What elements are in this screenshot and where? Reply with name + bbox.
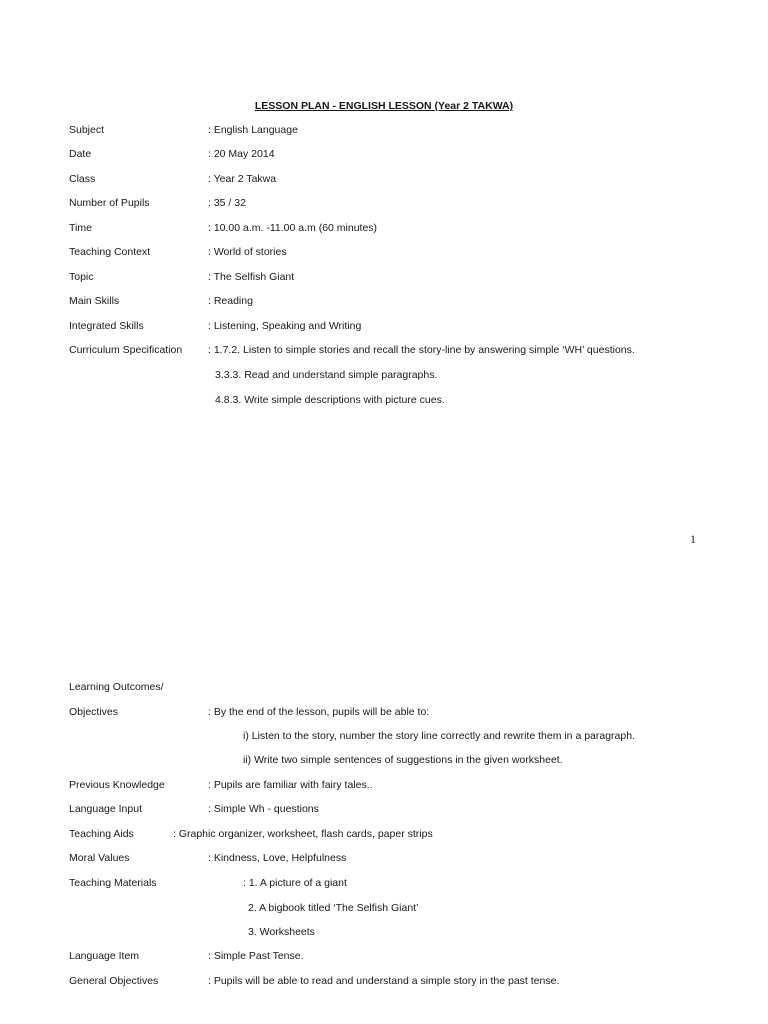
row-value: : The Selfish Giant — [208, 271, 295, 283]
row-label: Main Skills — [69, 295, 120, 307]
curriculum-spec-line: 3.3.3. Read and understand simple paragraphs. — [215, 369, 438, 381]
row-value: : By the end of the lesson, pupils will be able to: — [208, 706, 430, 718]
row-label: Teaching Context — [69, 246, 151, 258]
row-value: : World of stories — [208, 246, 287, 258]
row-value: : 35 / 32 — [208, 197, 246, 209]
row-label: Date — [69, 148, 92, 160]
row-value: : 10.00 a.m. -11.00 a.m (60 minutes) — [208, 222, 378, 234]
curriculum-spec-line: 4.8.3. Write simple descriptions with picture cues. — [215, 394, 445, 406]
row-label: Language Input — [69, 803, 142, 815]
learning-outcomes-heading: Learning Outcomes/ — [69, 681, 164, 693]
row-label: Curriculum Specification — [69, 344, 183, 356]
teaching-material-item: 2. A bigbook titled ‘The Selfish Giant’ — [248, 902, 419, 914]
row-label: Teaching Materials — [69, 877, 157, 889]
row-label: Previous Knowledge — [69, 779, 165, 791]
row-label: General Objectives — [69, 975, 159, 987]
row-value: : 20 May 2014 — [208, 148, 275, 160]
row-label: Time — [69, 222, 92, 234]
row-value: : 1.7.2. Listen to simple stories and recall the story-line by answering simple ‘WH’ questions. — [208, 344, 635, 356]
row-label: Topic — [69, 271, 94, 283]
row-value: : 1. A picture of a giant — [243, 877, 347, 889]
teaching-material-item: 3. Worksheets — [248, 926, 315, 938]
row-value: : Kindness, Love, Helpfulness — [208, 852, 347, 864]
row-value: : English Language — [208, 124, 298, 136]
row-label: Class — [69, 173, 96, 185]
row-label: Language Item — [69, 950, 140, 962]
row-label: Moral Values — [69, 852, 130, 864]
row-label: Subject — [69, 124, 105, 136]
row-label: Objectives — [69, 706, 119, 718]
row-value: : Graphic organizer, worksheet, flash cards, paper strips — [173, 828, 433, 840]
row-value: : Year 2 Takwa — [208, 173, 277, 185]
row-label: Number of Pupils — [69, 197, 150, 209]
row-value: : Listening, Speaking and Writing — [208, 320, 362, 332]
row-value: : Simple Past Tense. — [208, 950, 304, 962]
row-value: : Pupils are familiar with fairy tales.. — [208, 779, 373, 791]
objective-item: i) Listen to the story, number the story line correctly and rewrite them in a paragraph. — [243, 730, 635, 742]
document-title: LESSON PLAN - ENGLISH LESSON (Year 2 TAKWA) — [254, 100, 514, 112]
row-value: : Pupils will be able to read and understand a simple story in the past tense. — [208, 975, 560, 987]
objective-item: ii) Write two simple sentences of suggestions in the given worksheet. — [243, 754, 563, 766]
row-value: : Reading — [208, 295, 253, 307]
row-value: : Simple Wh - questions — [208, 803, 319, 815]
row-label: Teaching Aids — [69, 828, 134, 840]
page-number: 1 — [690, 532, 696, 546]
row-label: Integrated Skills — [69, 320, 144, 332]
